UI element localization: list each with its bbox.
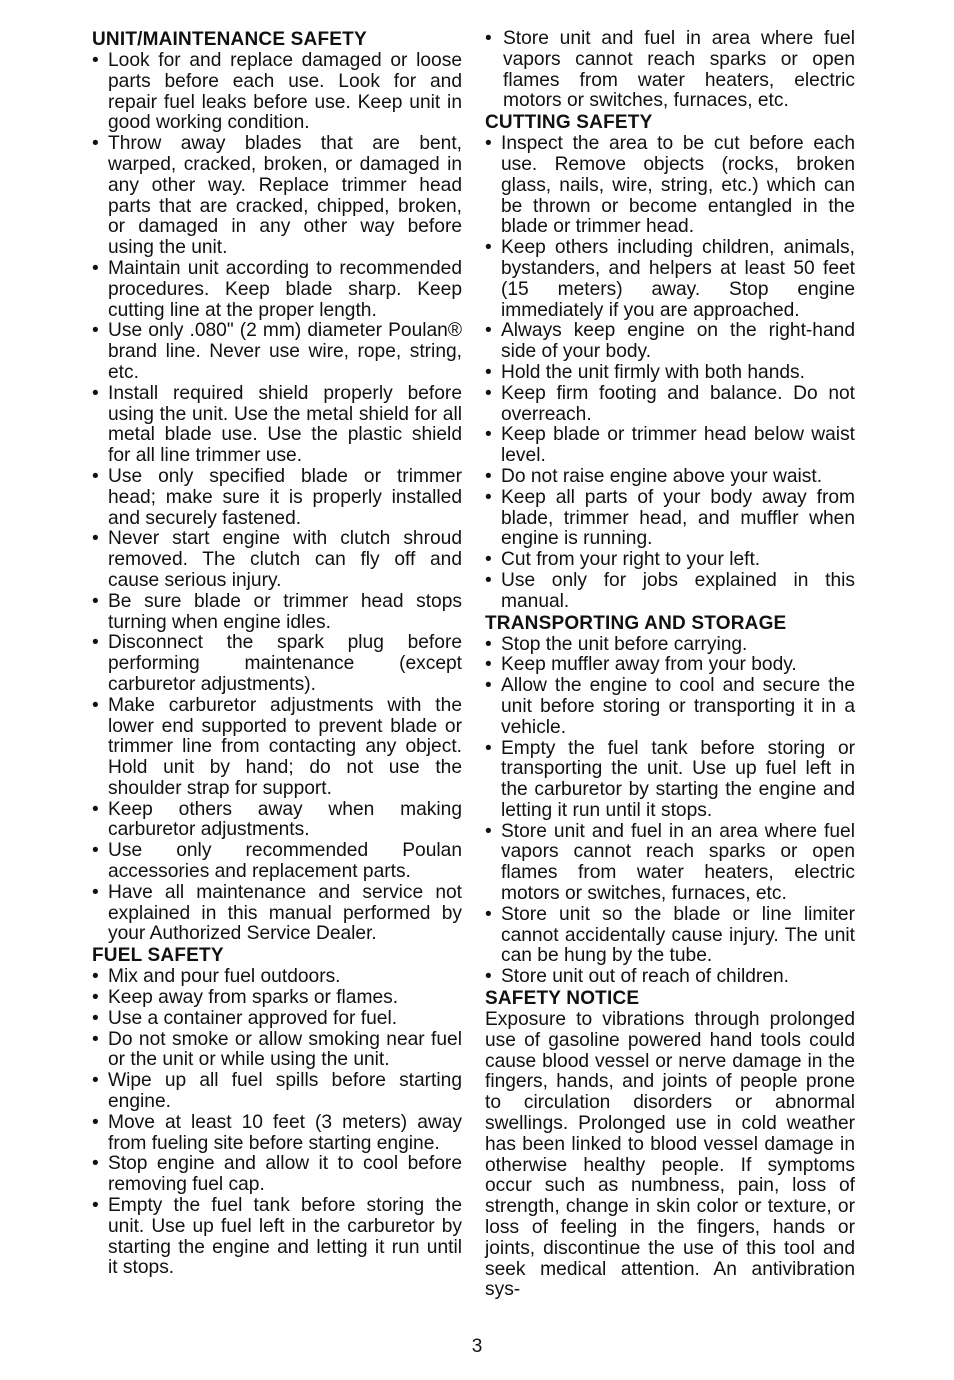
list-item: • Keep all parts of your body away from blade, trimmer head, and muffler when engine is running.: [485, 488, 855, 550]
list-item: • Use only recommended Poulan accessories and replacement parts.: [92, 841, 462, 883]
list-item: • Use only specified blade or trimmer head; make sure it is properly installed and securely fastened.: [92, 467, 462, 529]
list-item: • Always keep engine on the right-hand side of your body.: [485, 321, 855, 363]
list-item: • Stop engine and allow it to cool before removing fuel cap.: [92, 1154, 462, 1196]
list-item: • Keep blade or trimmer head below waist level.: [485, 425, 855, 467]
list-item: • Look for and replace damaged or loose parts before each use. Look for and repair fuel leaks before use. Keep unit in good working condition.: [92, 51, 462, 134]
list-item: • Store unit and fuel in an area where fuel vapors cannot reach sparks or open flames from water heaters, electric motors or switches, furnaces, etc.: [485, 822, 855, 905]
fuel-safety-heading: FUEL SAFETY: [92, 945, 224, 967]
list-item: • Have all maintenance and service not explained in this manual performed by your Authorized Service Dealer.: [92, 883, 462, 945]
list-item: • Empty the fuel tank before storing the unit. Use up fuel left in the carburetor by starting the engine and letting it run until it stops.: [92, 1196, 462, 1279]
list-item: • Store unit so the blade or line limiter cannot accidentally cause injury. The unit can be hung by the tube.: [485, 905, 855, 967]
list-item: • Empty the fuel tank before storing or transporting the unit. Use up fuel left in the carburetor by starting the engine and letting it run until it stops.: [485, 739, 855, 822]
list-item: • Store unit and fuel in area where fuel vapors cannot reach sparks or open flames from water heaters, electric motors or switches, furnaces, etc.: [485, 29, 855, 112]
cutting-safety-list: [485, 134, 855, 612]
transporting-storage-list: [485, 635, 855, 989]
list-item: • Keep firm footing and balance. Do not overreach.: [485, 384, 855, 426]
list-item: • Use only .080" (2 mm) diameter Poulan® brand line. Never use wire, rope, string, etc.: [92, 321, 462, 383]
fuel-safety-list: [92, 967, 462, 1279]
unit-maintenance-heading: UNIT/MAINTENANCE SAFETY: [92, 29, 367, 50]
list-item: • Keep muffler away from your body.: [485, 655, 855, 676]
list-item: • Keep others including children, animals, bystanders, and helpers at least 50 feet (15 meters) away. Stop engine immediately if you are approached.: [485, 238, 855, 321]
list-item: • Use only for jobs explained in this manual.: [485, 571, 855, 613]
list-item: • Hold the unit firmly with both hands.: [485, 363, 855, 384]
list-item: • Cut from your right to your left.: [485, 550, 855, 571]
list-item: • Install required shield properly before using the unit. Use the metal shield for all metal blade use. Use the plastic shield for all line trimmer use.: [92, 384, 462, 467]
list-item: • Inspect the area to be cut before each use. Remove objects (rocks, broken glass, nails, wire, string, etc.) which can be thrown or become entangled in the blade or trimmer head.: [485, 134, 855, 238]
list-item: • Disconnect the spark plug before performing maintenance (except carburetor adjustments).: [92, 633, 462, 695]
list-item: • Keep away from sparks or flames.: [92, 988, 462, 1009]
storage-continuation-list: [485, 29, 855, 112]
list-item: • Use a container approved for fuel.: [92, 1009, 462, 1030]
list-item: • Never start engine with clutch shroud removed. The clutch can fly off and cause serious injury.: [92, 529, 462, 591]
right-column: [485, 29, 855, 1301]
list-item: • Be sure blade or trimmer head stops turning when engine idles.: [92, 592, 462, 634]
list-item: • Mix and pour fuel outdoors.: [92, 967, 462, 988]
unit-maintenance-list: [92, 51, 462, 945]
list-item: • Store unit out of reach of children.: [485, 967, 855, 988]
list-item: • Wipe up all fuel spills before starting engine.: [92, 1071, 462, 1113]
left-column: [92, 29, 462, 1279]
list-item: • Do not raise engine above your waist.: [485, 467, 855, 488]
list-item: • Maintain unit according to recommended procedures. Keep blade sharp. Keep cutting line at the proper length.: [92, 259, 462, 321]
list-item: • Keep others away when making carburetor adjustments.: [92, 800, 462, 842]
page-number: 3: [471, 1336, 483, 1357]
list-item: • Make carburetor adjustments with the lower end supported to prevent blade or trimmer line from contacting any object. Hold unit by hand; do not use the shoulder strap for support.: [92, 696, 462, 800]
safety-notice-heading: SAFETY NOTICE: [485, 988, 640, 1010]
transporting-storage-heading: TRANSPORTING AND STORAGE: [485, 612, 787, 634]
list-item: • Stop the unit before carrying.: [485, 635, 855, 656]
list-item: • Allow the engine to cool and secure the unit before storing or transporting it in a vehicle.: [485, 676, 855, 738]
cutting-safety-heading: CUTTING SAFETY: [485, 112, 653, 134]
safety-notice-text: Exposure to vibrations through prolonged use of gasoline powered hand tools could cause blood vessel or nerve damage in the fingers, hands, and joints of people prone to circulation disorders or abnormal swellings. Prolonged use in cold weather has been linked to blood vessel damage in otherwise healthy people. If symptoms occur such as numbness, pain, loss of strength, change in skin color or texture, or loss of feeling in the fingers, hands or joints, discontinue the use of this tool and seek medical attention. An antivibration sys-: [485, 1009, 855, 1301]
list-item: • Do not smoke or allow smoking near fuel or the unit or while using the unit.: [92, 1030, 462, 1072]
list-item: • Throw away blades that are bent, warped, cracked, broken, or damaged in any other way. Replace trimmer head parts that are cracked, chipped, broken, or damaged in any other way before using the unit.: [92, 134, 462, 259]
list-item: • Move at least 10 feet (3 meters) away from fueling site before starting engine.: [92, 1113, 462, 1155]
